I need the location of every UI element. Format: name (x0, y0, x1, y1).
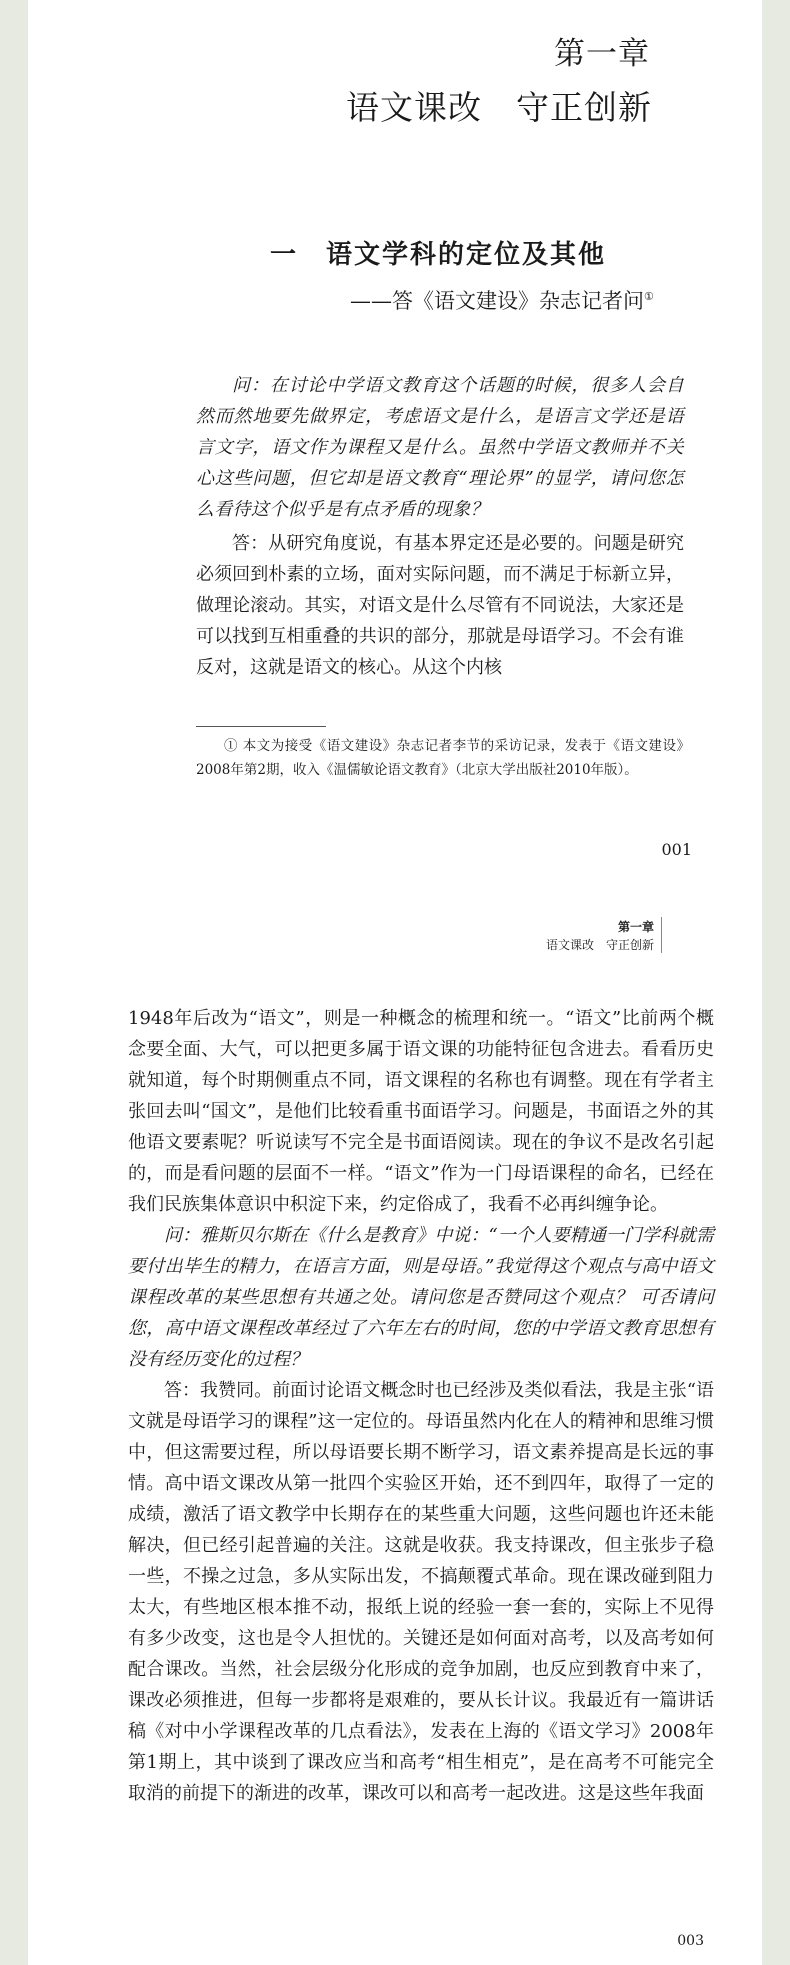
section-subtitle (350, 285, 654, 315)
page-number: 001 (661, 840, 692, 859)
footnote: ① 本文为接受《语文建设》杂志记者李节的采访记录，发表于《语文建设》2008年第2期，收入《温儒敏论语文教育》（北京大学出版社2010年版）。 (196, 738, 690, 778)
chapter-title: 语文课改 守正创新 (346, 88, 652, 127)
footnote-divider (196, 726, 326, 727)
book-page-001 (28, 0, 762, 1003)
interview-question-1: 问：在讨论中学语文教育这个话题的时候，很多人会自然而然地要先做界定，考虑语文是什么，是语言文学还是语言文字，语文作为课程又是什么。虽然中学语文教师并不关心这些问题，但它却是语文教育“理论界”的显学，请问您怎么看待这个似乎是有点矛盾的现象？ (196, 375, 684, 520)
chapter-number: 第一章 (554, 36, 650, 72)
footnote-marker: ① (644, 290, 654, 303)
interview-answer-2: 答：我赞同。前面讨论语文概念时也已经涉及类似看法，我是主张“语文就是母语学习的课程”这一定位的。母语虽然内化在人的精神和思维习惯中，但这需要过程，所以母语要长期不断学习，语文素养提高是长远的事情。高中语文课改从第一批四个实验区开始，还不到四年，取得了一定的成绩，激活了语文教学中长期存在的某些重大问题，这些问题也许还未能解决，但已经引起普遍的关注。这就是收获。我支持课改，但主张步子稳一些，不操之过急，多从实际出发，不搞颠覆式革命。现在课改碰到阻力太大，有些地区根本推不动，报纸上说的经验一套一套的，实际上不见得有多少改变，这也是令人担忧的。关键还是如何面对高考，以及高考如何配合课改。当然，社会层级分化形成的竞争加剧，也反应到教育中来了，课改必须推进，但每一步都将是艰难的，要从长计议。我最近有一篇讲话稿《对中小学课程改革的几点看法》，发表在上海的《语文学习》2008年第1期上，其中谈到了课改应当和高考“相生相克”，是在高考不可能完全取消的前提下的渐进的改革，课改可以和高考一起改进。这是这些年我面 (128, 1380, 714, 1804)
interview-answer-1: 答：从研究角度说，有基本界定还是必要的。问题是研究必须回到朴素的立场，面对实际问题，而不满足于标新立异，做理论滚动。其实，对语文是什么尽管有不同说法，大家还是可以找到互相重叠的共识的部分，那就是母语学习。不会有谁反对，这就是语文的核心。从这个内核 (196, 533, 684, 678)
running-head-divider (661, 917, 662, 953)
continued-paragraph: 1948年后改为“语文”，则是一种概念的梳理和统一。“语文”比前两个概念要全面、大气，可以把更多属于语文课的功能特征包含进去。看看历史就知道，每个时期侧重点不同，语文课程的名称也有调整。现在有学者主张回去叫“国文”，是他们比较看重书面语学习。问题是，书面语之外的其他语文要素呢？听说读写不完全是书面语阅读。现在的争议不是改名引起的，而是看问题的层面不一样。“语文”作为一门母语课程的命名，已经在我们民族集体意识中积淀下来，约定俗成了，我看不必再纠缠争论。 (128, 1008, 714, 1215)
page1-body (196, 370, 684, 683)
page-number: 003 (677, 1933, 704, 1949)
interview-question-2: 问：雅斯贝尔斯在《什么是教育》中说：“一个人要精通一门学科就需要付出毕生的精力，在语言方面，则是母语。”我觉得这个观点与高中语文课程改革的某些思想有共通之处。请问您是否赞同这个观点？ 可否请问您，高中语文课程改革经过了六年左右的时间，您的中学语文教育思想有没有经历变化的过程？ (128, 1225, 714, 1370)
section-title: 一 语文学科的定位及其他 (270, 240, 607, 270)
book-page-003 (28, 1003, 762, 1965)
running-head-title: 语文课改 守正创新 (545, 938, 654, 952)
section-subtitle-text: ——答《语文建设》杂志记者问 (350, 289, 644, 313)
page2-body (128, 1003, 714, 1809)
running-head-chapter: 第一章 (617, 920, 654, 934)
